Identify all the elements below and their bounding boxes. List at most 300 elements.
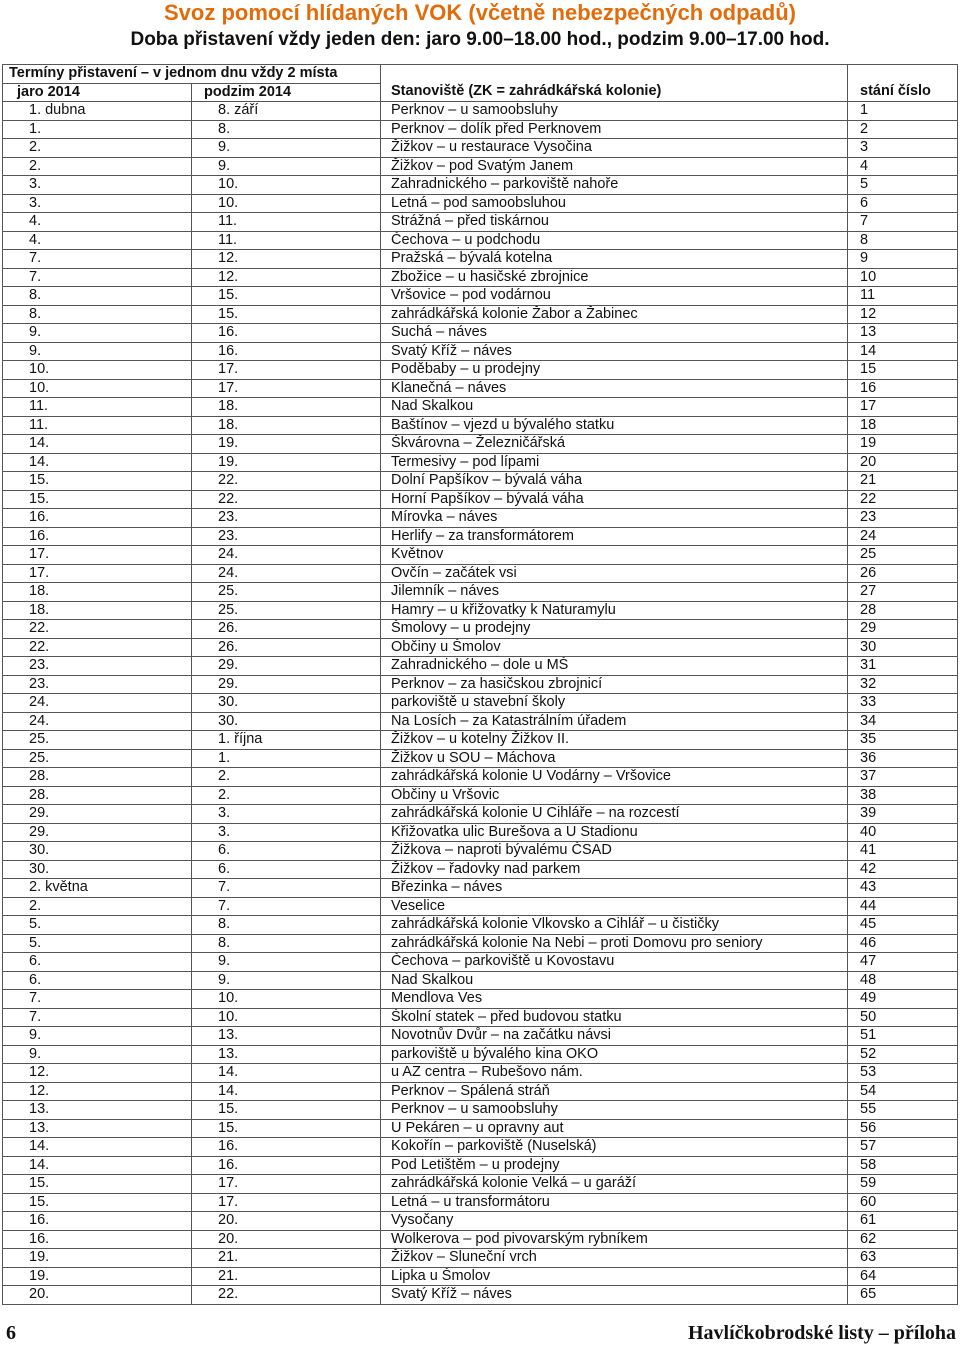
- table-row: [3, 638, 958, 657]
- table-row: [3, 805, 958, 824]
- spring-date-cell: 29.: [3, 805, 192, 824]
- stand-number-cell: 21: [848, 472, 958, 491]
- autumn-date-cell: 3.: [192, 805, 381, 824]
- spring-date-cell: 15.: [3, 1175, 192, 1194]
- table-row: [3, 1193, 958, 1212]
- location-cell: Hamry – u křižovatky k Naturamylu: [381, 601, 848, 620]
- spring-date-cell: 17.: [3, 564, 192, 583]
- stand-number-cell: 42: [848, 860, 958, 879]
- table-row: [3, 860, 958, 879]
- spring-date-cell: 17.: [3, 546, 192, 565]
- table-row: [3, 749, 958, 768]
- location-cell: Žižkov – u restaurace Vysočina: [381, 139, 848, 158]
- autumn-date-cell: 13.: [192, 1027, 381, 1046]
- stand-number-cell: 38: [848, 786, 958, 805]
- autumn-date-cell: 14.: [192, 1064, 381, 1083]
- stand-number-cell: 10: [848, 268, 958, 287]
- location-cell: Čechova – u podchodu: [381, 231, 848, 250]
- location-cell: Květnov: [381, 546, 848, 565]
- spring-date-cell: 13.: [3, 1119, 192, 1138]
- table-row: [3, 934, 958, 953]
- autumn-date-cell: 22.: [192, 1286, 381, 1305]
- location-cell: Občiny u Šmolov: [381, 638, 848, 657]
- location-cell: Čechova – parkoviště u Kovostavu: [381, 953, 848, 972]
- location-cell: Herlify – za transformátorem: [381, 527, 848, 546]
- table-body: [3, 102, 958, 1305]
- stand-number-cell: 60: [848, 1193, 958, 1212]
- location-cell: Perknov – za hasičskou zbrojnicí: [381, 675, 848, 694]
- spring-date-cell: 20.: [3, 1286, 192, 1305]
- stand-number-cell: 6: [848, 194, 958, 213]
- spring-date-cell: 10.: [3, 361, 192, 380]
- autumn-date-cell: 8.: [192, 934, 381, 953]
- location-cell: Pražská – bývalá kotelna: [381, 250, 848, 269]
- autumn-date-cell: 30.: [192, 712, 381, 731]
- table-row: [3, 250, 958, 269]
- autumn-date-cell: 30.: [192, 694, 381, 713]
- stand-number-cell: 57: [848, 1138, 958, 1157]
- spring-date-cell: 9.: [3, 342, 192, 361]
- location-cell: Letná – pod samoobsluhou: [381, 194, 848, 213]
- spring-date-cell: 13.: [3, 1101, 192, 1120]
- table-row: [3, 1082, 958, 1101]
- autumn-date-cell: 26.: [192, 638, 381, 657]
- spring-date-cell: 18.: [3, 601, 192, 620]
- table-row: [3, 342, 958, 361]
- stand-number-cell: 32: [848, 675, 958, 694]
- autumn-date-cell: 15.: [192, 1101, 381, 1120]
- table-row: [3, 768, 958, 787]
- table-row: [3, 1119, 958, 1138]
- location-cell: Dolní Papšíkov – bývalá váha: [381, 472, 848, 491]
- table-row: [3, 953, 958, 972]
- stand-number-cell: 56: [848, 1119, 958, 1138]
- location-cell: Mírovka – náves: [381, 509, 848, 528]
- table-row: [3, 213, 958, 232]
- table-row: [3, 675, 958, 694]
- spring-date-cell: 16.: [3, 1212, 192, 1231]
- location-cell: Ovčín – začátek vsi: [381, 564, 848, 583]
- stand-number-cell: 43: [848, 879, 958, 898]
- location-column-header: Stanoviště (ZK = zahrádkářská kolonie): [381, 65, 848, 102]
- autumn-date-cell: 21.: [192, 1249, 381, 1268]
- spring-date-cell: 7.: [3, 268, 192, 287]
- spring-date-cell: 18.: [3, 583, 192, 602]
- autumn-date-cell: 16.: [192, 1156, 381, 1175]
- location-cell: U Pekáren – u opravny aut: [381, 1119, 848, 1138]
- spring-date-cell: 29.: [3, 823, 192, 842]
- spring-date-cell: 2. května: [3, 879, 192, 898]
- stand-number-cell: 24: [848, 527, 958, 546]
- table-row: [3, 1267, 958, 1286]
- location-cell: Žižkov – řadovky nad parkem: [381, 860, 848, 879]
- stand-number-cell: 49: [848, 990, 958, 1009]
- autumn-date-cell: 9.: [192, 139, 381, 158]
- table-row: [3, 305, 958, 324]
- table-row: [3, 527, 958, 546]
- spring-date-cell: 5.: [3, 916, 192, 935]
- location-cell: Svatý Kříž – náves: [381, 342, 848, 361]
- autumn-date-cell: 17.: [192, 379, 381, 398]
- spring-date-cell: 12.: [3, 1082, 192, 1101]
- spring-date-cell: 11.: [3, 398, 192, 417]
- spring-date-cell: 19.: [3, 1249, 192, 1268]
- spring-date-cell: 4.: [3, 213, 192, 232]
- spring-date-cell: 14.: [3, 435, 192, 454]
- stand-number-cell: 41: [848, 842, 958, 861]
- spring-date-cell: 11.: [3, 416, 192, 435]
- stand-number-cell: 11: [848, 287, 958, 306]
- spring-date-cell: 16.: [3, 509, 192, 528]
- stand-number-cell: 61: [848, 1212, 958, 1231]
- autumn-date-cell: 8. září: [192, 102, 381, 121]
- location-cell: Wolkerova – pod pivovarským rybníkem: [381, 1230, 848, 1249]
- table-row: [3, 509, 958, 528]
- autumn-date-cell: 11.: [192, 231, 381, 250]
- autumn-date-cell: 11.: [192, 213, 381, 232]
- spring-date-cell: 15.: [3, 472, 192, 491]
- autumn-date-cell: 16.: [192, 1138, 381, 1157]
- spring-column-header: jaro 2014: [3, 83, 192, 102]
- spring-date-cell: 2.: [3, 897, 192, 916]
- autumn-date-cell: 22.: [192, 490, 381, 509]
- stand-number-cell: 62: [848, 1230, 958, 1249]
- stand-number-cell: 34: [848, 712, 958, 731]
- stand-number-cell: 55: [848, 1101, 958, 1120]
- location-cell: Žižkov – Sluneční vrch: [381, 1249, 848, 1268]
- spring-date-cell: 9.: [3, 1027, 192, 1046]
- location-cell: parkoviště u stavební školy: [381, 694, 848, 713]
- table-row: [3, 453, 958, 472]
- table-row: [3, 916, 958, 935]
- autumn-date-cell: 15.: [192, 287, 381, 306]
- table-row: [3, 120, 958, 139]
- location-cell: Strážná – před tiskárnou: [381, 213, 848, 232]
- location-cell: Horní Papšíkov – bývalá váha: [381, 490, 848, 509]
- location-cell: Veselice: [381, 897, 848, 916]
- autumn-date-cell: 25.: [192, 601, 381, 620]
- table-row: [3, 1138, 958, 1157]
- table-row: [3, 546, 958, 565]
- stand-number-cell: 40: [848, 823, 958, 842]
- location-cell: Žižkov – pod Svatým Janem: [381, 157, 848, 176]
- table-row: [3, 897, 958, 916]
- table-row: [3, 139, 958, 158]
- spring-date-cell: 14.: [3, 453, 192, 472]
- table-row: [3, 490, 958, 509]
- spring-date-cell: 15.: [3, 1193, 192, 1212]
- table-row: [3, 472, 958, 491]
- stand-number-cell: 8: [848, 231, 958, 250]
- autumn-date-cell: 13.: [192, 1045, 381, 1064]
- location-cell: Škvárovna – Železničářská: [381, 435, 848, 454]
- stand-number-cell: 19: [848, 435, 958, 454]
- location-cell: Zbožice – u hasičské zbrojnice: [381, 268, 848, 287]
- autumn-date-cell: 23.: [192, 527, 381, 546]
- collection-schedule-table: [2, 64, 958, 1305]
- location-cell: Lipka u Šmolov: [381, 1267, 848, 1286]
- location-cell: zahrádkářská kolonie U Cihláře – na rozcestí: [381, 805, 848, 824]
- spring-date-cell: 16.: [3, 1230, 192, 1249]
- spring-date-cell: 14.: [3, 1156, 192, 1175]
- location-cell: Žižkov – u kotelny Žižkov II.: [381, 731, 848, 750]
- spring-date-cell: 23.: [3, 675, 192, 694]
- table-row: [3, 324, 958, 343]
- table-row: [3, 268, 958, 287]
- location-cell: zahrádkářská kolonie Žabor a Žabinec: [381, 305, 848, 324]
- location-cell: Pod Letištěm – u prodejny: [381, 1156, 848, 1175]
- spring-date-cell: 2.: [3, 157, 192, 176]
- spring-date-cell: 22.: [3, 620, 192, 639]
- stand-number-cell: 36: [848, 749, 958, 768]
- dates-group-header: Termíny přistavení – v jednom dnu vždy 2 místa: [3, 65, 381, 84]
- stand-number-cell: 30: [848, 638, 958, 657]
- stand-number-cell: 26: [848, 564, 958, 583]
- spring-date-cell: 8.: [3, 287, 192, 306]
- stand-number-cell: 14: [848, 342, 958, 361]
- stand-number-cell: 35: [848, 731, 958, 750]
- table-row: [3, 786, 958, 805]
- autumn-date-cell: 3.: [192, 823, 381, 842]
- spring-date-cell: 30.: [3, 842, 192, 861]
- table-row: [3, 1101, 958, 1120]
- table-row: [3, 564, 958, 583]
- autumn-date-cell: 16.: [192, 324, 381, 343]
- stand-number-cell: 12: [848, 305, 958, 324]
- table-row: [3, 1156, 958, 1175]
- spring-date-cell: 25.: [3, 749, 192, 768]
- stand-number-cell: 4: [848, 157, 958, 176]
- stand-number-cell: 52: [848, 1045, 958, 1064]
- stand-number-cell: 17: [848, 398, 958, 417]
- stand-number-cell: 51: [848, 1027, 958, 1046]
- stand-number-cell: 5: [848, 176, 958, 195]
- autumn-date-cell: 10.: [192, 1008, 381, 1027]
- spring-date-cell: 19.: [3, 1267, 192, 1286]
- stand-number-cell: 65: [848, 1286, 958, 1305]
- autumn-date-cell: 9.: [192, 971, 381, 990]
- autumn-date-cell: 15.: [192, 305, 381, 324]
- location-cell: zahrádkářská kolonie Na Nebi – proti Domovu pro seniory: [381, 934, 848, 953]
- spring-date-cell: 16.: [3, 527, 192, 546]
- autumn-date-cell: 20.: [192, 1230, 381, 1249]
- location-cell: Jilemník – náves: [381, 583, 848, 602]
- autumn-date-cell: 23.: [192, 509, 381, 528]
- stand-number-cell: 28: [848, 601, 958, 620]
- location-cell: zahrádkářská kolonie Vlkovsko a Cihlář – u čističky: [381, 916, 848, 935]
- spring-date-cell: 30.: [3, 860, 192, 879]
- stand-number-cell: 23: [848, 509, 958, 528]
- spring-date-cell: 1.: [3, 120, 192, 139]
- autumn-date-cell: 17.: [192, 1175, 381, 1194]
- table-row: [3, 1027, 958, 1046]
- autumn-date-cell: 24.: [192, 564, 381, 583]
- table-row: [3, 990, 958, 1009]
- page-title: Svoz pomocí hlídaných VOK (včetně nebezpečných odpadů): [164, 0, 796, 25]
- stand-number-cell: 16: [848, 379, 958, 398]
- location-cell: Zahradnického – dole u MŠ: [381, 657, 848, 676]
- autumn-date-cell: 21.: [192, 1267, 381, 1286]
- table-row: [3, 194, 958, 213]
- autumn-date-cell: 18.: [192, 398, 381, 417]
- location-cell: zahrádkářská kolonie Velká – u garáží: [381, 1175, 848, 1194]
- location-cell: Perknov – u samoobsluhy: [381, 1101, 848, 1120]
- autumn-date-cell: 20.: [192, 1212, 381, 1231]
- autumn-date-cell: 7.: [192, 879, 381, 898]
- stand-number-cell: 33: [848, 694, 958, 713]
- table-row: [3, 657, 958, 676]
- stand-number-cell: 64: [848, 1267, 958, 1286]
- stand-number-cell: 53: [848, 1064, 958, 1083]
- table-row: [3, 1249, 958, 1268]
- spring-date-cell: 7.: [3, 1008, 192, 1027]
- table-row: [3, 231, 958, 250]
- spring-date-cell: 9.: [3, 324, 192, 343]
- autumn-date-cell: 19.: [192, 435, 381, 454]
- autumn-date-cell: 12.: [192, 268, 381, 287]
- autumn-date-cell: 8.: [192, 120, 381, 139]
- autumn-date-cell: 25.: [192, 583, 381, 602]
- table-row: [3, 1045, 958, 1064]
- spring-date-cell: 7.: [3, 990, 192, 1009]
- table-row: [3, 102, 958, 121]
- spring-date-cell: 2.: [3, 139, 192, 158]
- table-row: [3, 157, 958, 176]
- autumn-date-cell: 1.: [192, 749, 381, 768]
- autumn-date-cell: 10.: [192, 990, 381, 1009]
- stand-number-cell: 50: [848, 1008, 958, 1027]
- location-cell: zahrádkářská kolonie U Vodárny – Vršovice: [381, 768, 848, 787]
- location-cell: Školní statek – před budovou statku: [381, 1008, 848, 1027]
- spring-date-cell: 22.: [3, 638, 192, 657]
- table-row: [3, 1064, 958, 1083]
- autumn-date-cell: 7.: [192, 897, 381, 916]
- location-cell: Suchá – náves: [381, 324, 848, 343]
- autumn-date-cell: 24.: [192, 546, 381, 565]
- location-cell: parkoviště u bývalého kina OKO: [381, 1045, 848, 1064]
- table-row: [3, 879, 958, 898]
- location-cell: Křižovatka ulic Burešova a U Stadionu: [381, 823, 848, 842]
- location-cell: u AZ centra – Rubešovo nám.: [381, 1064, 848, 1083]
- table-row: [3, 416, 958, 435]
- autumn-date-cell: 10.: [192, 176, 381, 195]
- spring-date-cell: 10.: [3, 379, 192, 398]
- location-cell: Kokořín – parkoviště (Nuselská): [381, 1138, 848, 1157]
- location-cell: Baštínov – vjezd u bývalého statku: [381, 416, 848, 435]
- location-cell: Termesivy – pod lípami: [381, 453, 848, 472]
- stand-number-cell: 2: [848, 120, 958, 139]
- location-cell: Perknov – Spálená stráň: [381, 1082, 848, 1101]
- stand-number-cell: 48: [848, 971, 958, 990]
- autumn-date-cell: 9.: [192, 953, 381, 972]
- location-cell: Novotnův Dvůr – na začátku návsi: [381, 1027, 848, 1046]
- location-cell: Na Losích – za Katastrálním úřadem: [381, 712, 848, 731]
- stand-number-cell: 13: [848, 324, 958, 343]
- stand-number-cell: 46: [848, 934, 958, 953]
- autumn-date-cell: 18.: [192, 416, 381, 435]
- table-row: [3, 1008, 958, 1027]
- spring-date-cell: 14.: [3, 1138, 192, 1157]
- autumn-date-cell: 17.: [192, 361, 381, 380]
- autumn-date-cell: 9.: [192, 157, 381, 176]
- stand-number-cell: 1: [848, 102, 958, 121]
- stand-number-cell: 20: [848, 453, 958, 472]
- table-row: [3, 398, 958, 417]
- location-cell: Svatý Kříž – náves: [381, 1286, 848, 1305]
- spring-date-cell: 6.: [3, 953, 192, 972]
- location-cell: Vysočany: [381, 1212, 848, 1231]
- autumn-date-cell: 15.: [192, 1119, 381, 1138]
- autumn-date-cell: 8.: [192, 916, 381, 935]
- location-cell: Perknov – u samoobsluhy: [381, 102, 848, 121]
- table-row: [3, 971, 958, 990]
- stand-number-cell: 18: [848, 416, 958, 435]
- autumn-date-cell: 2.: [192, 786, 381, 805]
- table-row: [3, 1175, 958, 1194]
- spring-date-cell: 25.: [3, 731, 192, 750]
- table-row: [3, 823, 958, 842]
- table-row: [3, 287, 958, 306]
- page-number: 6: [6, 1322, 16, 1344]
- stand-number-cell: 29: [848, 620, 958, 639]
- location-cell: Žižkova – naproti bývalému ČSAD: [381, 842, 848, 861]
- stand-number-cell: 3: [848, 139, 958, 158]
- autumn-date-cell: 17.: [192, 1193, 381, 1212]
- table-row: [3, 1212, 958, 1231]
- autumn-date-cell: 22.: [192, 472, 381, 491]
- spring-date-cell: 9.: [3, 1045, 192, 1064]
- location-cell: Nad Skalkou: [381, 398, 848, 417]
- stand-number-cell: 15: [848, 361, 958, 380]
- table-row: [3, 583, 958, 602]
- autumn-date-cell: 6.: [192, 860, 381, 879]
- publication-name: Havlíčkobrodské listy – příloha: [687, 1322, 956, 1344]
- autumn-date-cell: 2.: [192, 768, 381, 787]
- location-cell: Šmolovy – u prodejny: [381, 620, 848, 639]
- autumn-date-cell: 1. října: [192, 731, 381, 750]
- autumn-column-header: podzim 2014: [192, 83, 381, 102]
- location-cell: Klanečná – náves: [381, 379, 848, 398]
- spring-date-cell: 3.: [3, 194, 192, 213]
- stand-number-cell: 7: [848, 213, 958, 232]
- spring-date-cell: 7.: [3, 250, 192, 269]
- table-row: [3, 694, 958, 713]
- table-row: [3, 361, 958, 380]
- stand-number-cell: 25: [848, 546, 958, 565]
- spring-date-cell: 15.: [3, 490, 192, 509]
- page-subtitle: Doba přistavení vždy jeden den: jaro 9.00–18.00 hod., podzim 9.00–17.00 hod.: [130, 29, 830, 50]
- spring-date-cell: 4.: [3, 231, 192, 250]
- location-cell: Občiny u Vršovic: [381, 786, 848, 805]
- autumn-date-cell: 10.: [192, 194, 381, 213]
- autumn-date-cell: 14.: [192, 1082, 381, 1101]
- spring-date-cell: 24.: [3, 712, 192, 731]
- location-cell: Zahradnického – parkoviště nahoře: [381, 176, 848, 195]
- stand-number-cell: 45: [848, 916, 958, 935]
- table-row: [3, 176, 958, 195]
- spring-date-cell: 6.: [3, 971, 192, 990]
- spring-date-cell: 8.: [3, 305, 192, 324]
- table-group-header-row: [3, 65, 958, 84]
- spring-date-cell: 1. dubna: [3, 102, 192, 121]
- location-cell: Poděbaby – u prodejny: [381, 361, 848, 380]
- location-cell: Žižkov u SOU – Máchova: [381, 749, 848, 768]
- table-row: [3, 620, 958, 639]
- autumn-date-cell: 6.: [192, 842, 381, 861]
- autumn-date-cell: 29.: [192, 675, 381, 694]
- stand-number-cell: 63: [848, 1249, 958, 1268]
- spring-date-cell: 12.: [3, 1064, 192, 1083]
